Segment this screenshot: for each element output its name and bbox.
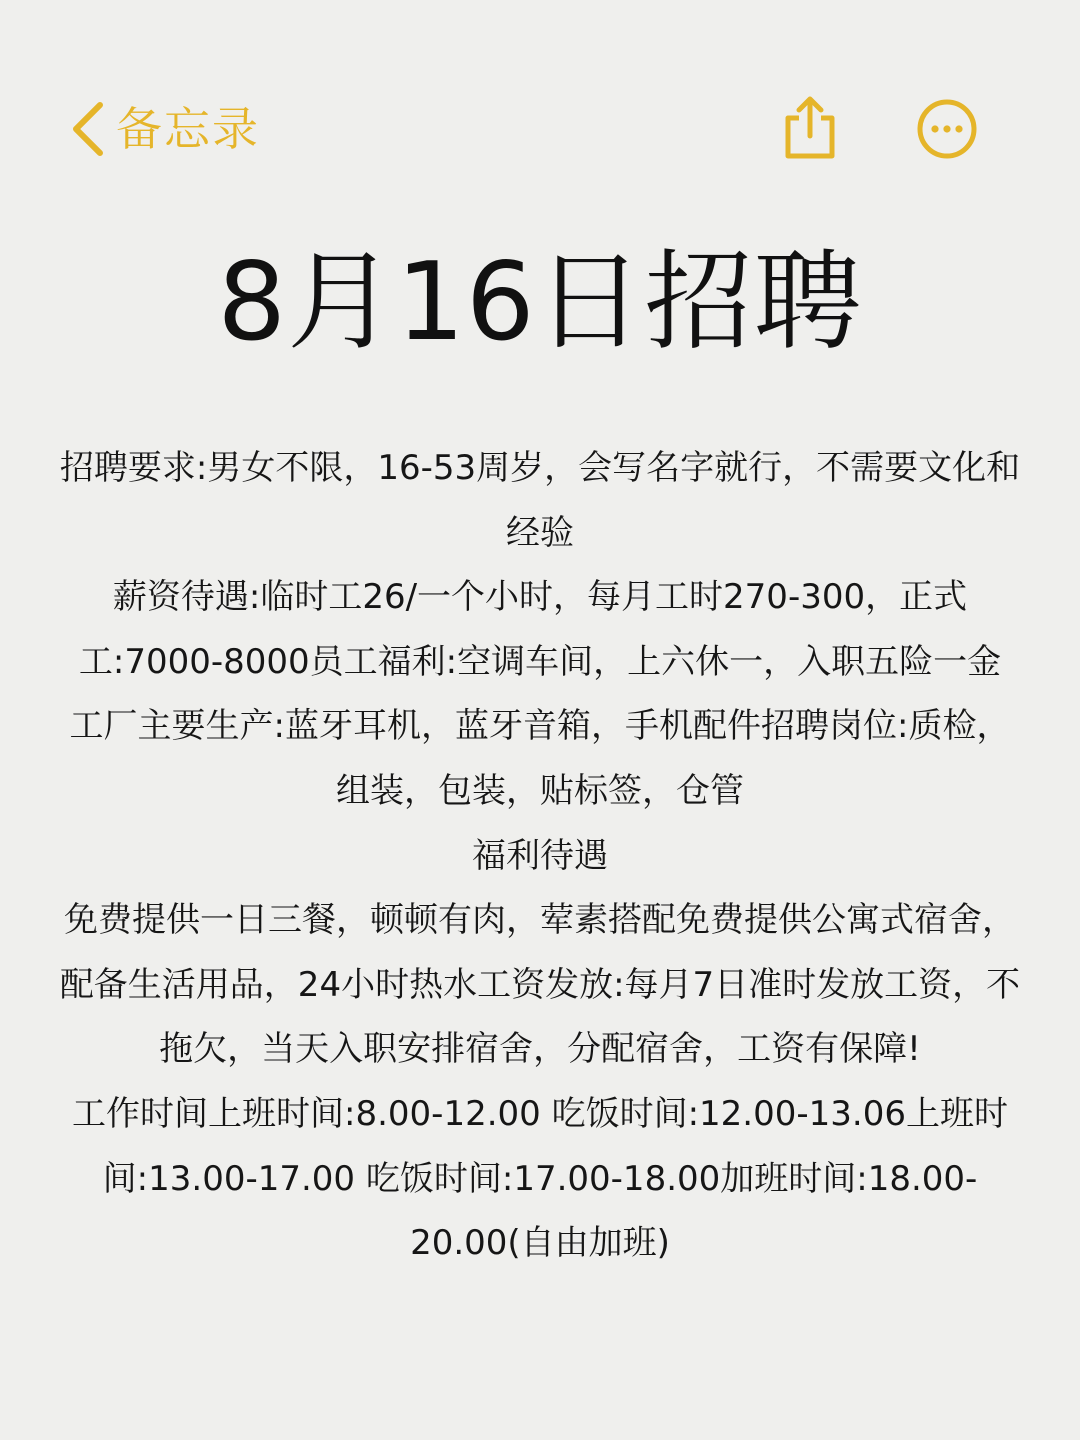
back-button[interactable] [70,96,260,162]
paragraph-salary: 薪资待遇:临时工26/一个小时，每月工时270-300，正式工:7000-8000员工福利:空调车间，上六休一，入职五险一金 [78,577,1002,682]
share-icon [780,94,840,160]
share-button[interactable] [780,94,840,160]
more-icon [916,98,978,160]
back-button-label: 备忘录 [116,102,260,156]
note-body[interactable] [55,436,1025,1276]
paragraph-production: 工厂主要生产:蓝牙耳机，蓝牙音箱，手机配件招聘岗位:质检，组装，包装，贴标签，仓管 [69,706,1011,811]
chevron-left-icon [70,101,104,157]
more-button[interactable] [916,98,978,160]
note-title: 8月16日招聘 [217,240,863,365]
paragraph-requirements: 招聘要求:男女不限，16-53周岁，会写名字就行，不需要文化和经验 [59,448,1021,553]
paragraph-benefits-heading: 福利待遇 [472,835,608,876]
paragraph-benefits: 免费提供一日三餐，顿顿有肉，荤素搭配免费提供公寓式宿舍，配备生活用品，24小时热水工资发放:每月7日准时发放工资，不拖欠，当天入职安排宿舍，分配宿舍，工资有保障! [59,900,1021,1070]
navigation-bar [0,0,1080,240]
paragraph-work-hours: 工作时间上班时间:8.00-12.00 吃饭时间:12.00-13.06上班时间:13.00-17.00 吃饭时间:17.00-18.00加班时间:18.00-20.00(自由加班) [72,1093,1008,1264]
